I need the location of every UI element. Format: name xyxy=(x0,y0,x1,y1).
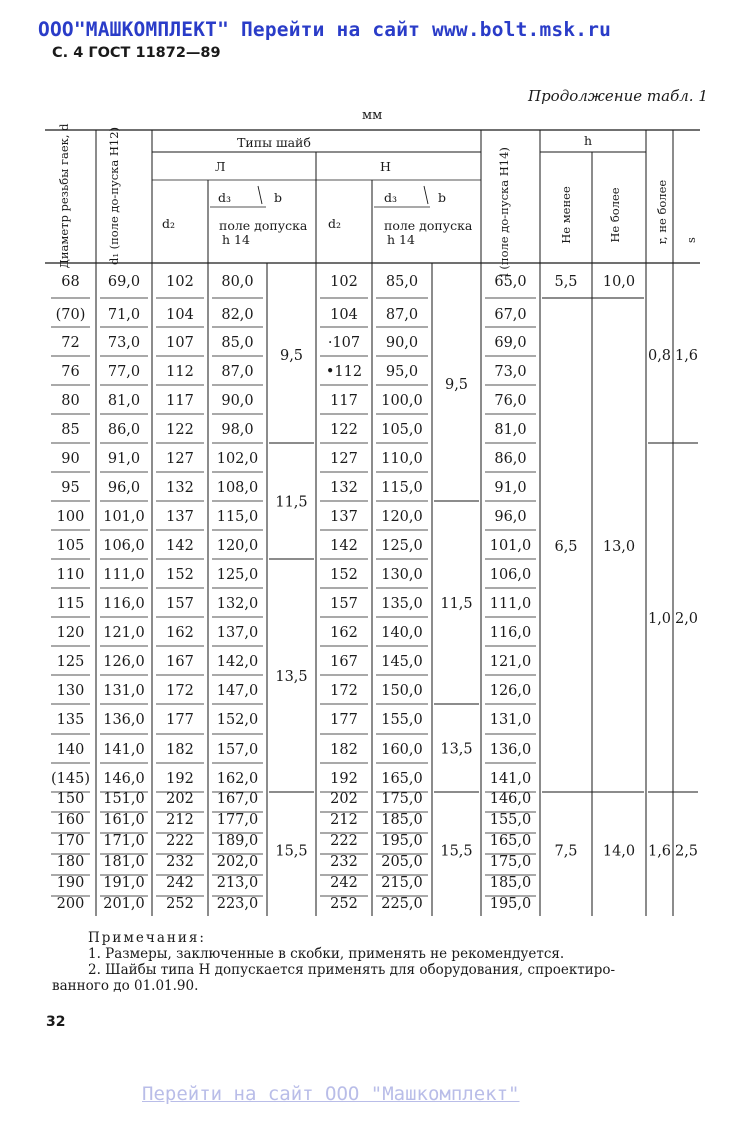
cell-d1: 151,0 xyxy=(103,791,145,807)
cell-d: 76 xyxy=(61,364,80,380)
cell-d1: 161,0 xyxy=(103,812,145,828)
header-thread-diameter: Диаметр резьбы гаек, d xyxy=(57,123,71,269)
cell-d2N: 177 xyxy=(330,712,358,728)
cell-d3N: 100,0 xyxy=(381,393,423,409)
cell-d: 105 xyxy=(56,538,85,554)
table-rule xyxy=(258,186,262,204)
cell-d1: 73,0 xyxy=(107,335,141,351)
cell-d3N: 140,0 xyxy=(381,625,423,641)
header-type-n: Н xyxy=(380,159,391,174)
cell-h-max: 13,0 xyxy=(602,539,636,555)
cell-l: 165,0 xyxy=(489,833,532,849)
cell-d2L: 182 xyxy=(166,742,194,758)
cell-d3N: 135,0 xyxy=(381,596,423,612)
cell-d3L: 102,0 xyxy=(216,451,259,467)
cell-d1: 81,0 xyxy=(107,393,141,409)
cell-d1: 116,0 xyxy=(103,596,145,612)
table-rule xyxy=(424,186,428,204)
header-h-min: Не менее xyxy=(559,186,573,244)
cell-d2N: 252 xyxy=(330,896,358,912)
cell-d3N: 85,0 xyxy=(385,274,419,290)
cell-d2L: 122 xyxy=(166,422,194,438)
header-h: h xyxy=(583,133,593,148)
cell-d2L: 167 xyxy=(166,654,194,670)
cell-d3L: 132,0 xyxy=(216,596,259,612)
cell-d2L: 232 xyxy=(166,854,194,870)
cell-d: 140 xyxy=(56,742,85,758)
cell-d3L: 80,0 xyxy=(221,274,254,290)
cell-d3L: 82,0 xyxy=(221,307,254,323)
header-d3-l: d₃ xyxy=(218,190,232,205)
cell-d: 135 xyxy=(56,712,85,728)
cell-d3N: 95,0 xyxy=(385,364,419,380)
cell-l: 126,0 xyxy=(489,683,532,699)
cell-d2N: 182 xyxy=(330,742,358,758)
cell-d1: 77,0 xyxy=(107,364,141,380)
cell-d2N: 122 xyxy=(330,422,358,438)
cell-d1: 191,0 xyxy=(103,875,145,891)
cell-d2L: 127 xyxy=(166,451,194,467)
cell-d: 160 xyxy=(56,812,85,828)
cell-b-l: 9,5 xyxy=(279,348,304,364)
cell-h-max: 14,0 xyxy=(602,843,636,860)
cell-l: 155,0 xyxy=(489,812,532,828)
cell-d2L: 107 xyxy=(166,335,194,351)
cell-d3L: 125,0 xyxy=(216,567,259,583)
header-d3-n: d₃ xyxy=(384,190,398,205)
cell-d: 180 xyxy=(56,854,85,870)
cell-d1: 171,0 xyxy=(103,833,145,849)
cell-d3L: 108,0 xyxy=(216,480,259,496)
cell-d2N: 212 xyxy=(330,812,358,828)
cell-d2N: 137 xyxy=(330,509,358,525)
cell-d: 120 xyxy=(56,625,85,641)
cell-d: 115 xyxy=(56,596,85,612)
cell-h-max: 10,0 xyxy=(602,274,636,290)
cell-d1: 121,0 xyxy=(103,625,145,641)
cell-d: 125 xyxy=(56,654,85,670)
cell-b-n: 9,5 xyxy=(444,377,469,393)
note-2-line-1: 2. Шайбы типа Н допускается применять для оборудования, спроектиро- xyxy=(88,962,616,978)
cell-d3L: 157,0 xyxy=(216,742,259,758)
cell-l: 73,0 xyxy=(494,364,527,380)
cell-d3L: 202,0 xyxy=(216,854,259,870)
cell-b-n: 11,5 xyxy=(440,596,473,612)
cell-d3N: 105,0 xyxy=(381,422,423,438)
cell-d2N: ·107 xyxy=(327,335,361,351)
cell-d: 110 xyxy=(56,567,85,583)
cell-d: 200 xyxy=(56,896,85,912)
cell-s: 2,5 xyxy=(674,843,699,860)
note-1: 1. Размеры, заключенные в скобки, применять не рекомендуется. xyxy=(88,946,565,962)
cell-d2L: 152 xyxy=(166,567,194,583)
cell-d1: 146,0 xyxy=(103,771,145,787)
cell-d3N: 150,0 xyxy=(381,683,423,699)
cell-d2L: 252 xyxy=(166,896,194,912)
cell-d2N: 104 xyxy=(330,307,358,323)
cell-h-min: 6,5 xyxy=(554,539,578,555)
cell-d1: 111,0 xyxy=(103,567,145,583)
cell-s: 1,6 xyxy=(674,348,699,364)
cell-d1: 141,0 xyxy=(103,742,145,758)
cell-d2N: 117 xyxy=(330,393,358,409)
header-washer-types: Типы шайб xyxy=(237,135,311,150)
header-d1: d₁ (поле до-пуска Н12) xyxy=(107,126,121,266)
cell-l: 146,0 xyxy=(489,791,532,807)
cell-l: 67,0 xyxy=(494,307,527,323)
cell-d3N: 115,0 xyxy=(381,480,423,496)
cell-l: 141,0 xyxy=(489,771,532,787)
cell-d2L: 157 xyxy=(166,596,194,612)
cell-d2L: 202 xyxy=(166,791,194,807)
notes-block xyxy=(52,930,712,994)
notes-title: Примечания: xyxy=(88,930,206,946)
header-tolerance-l-2: h 14 xyxy=(222,232,250,247)
cell-l: 175,0 xyxy=(489,854,532,870)
cell-d1: 96,0 xyxy=(107,480,141,496)
cell-d3L: 162,0 xyxy=(216,771,259,787)
header-r: r, не более xyxy=(655,179,669,245)
cell-d3L: 167,0 xyxy=(216,791,259,807)
cell-d3N: 165,0 xyxy=(381,771,423,787)
cell-d: 150 xyxy=(56,791,85,807)
cell-l: 111,0 xyxy=(489,596,532,612)
header-tolerance-n-2: h 14 xyxy=(387,232,415,247)
cell-d2L: 142 xyxy=(166,538,194,554)
cell-b-n: 15,5 xyxy=(440,843,473,860)
header-tolerance-n-1: поле допуска xyxy=(384,218,473,233)
cell-d3N: 155,0 xyxy=(381,712,423,728)
cell-r: 0,8 xyxy=(647,348,672,364)
cell-d3L: 90,0 xyxy=(221,393,254,409)
cell-d2N: 167 xyxy=(330,654,358,670)
site-link-top[interactable]: ООО"МАШКОМПЛЕКТ" Перейти на сайт www.bolt.msk.ru xyxy=(38,18,612,41)
cell-d: 170 xyxy=(56,833,85,849)
cell-d3N: 120,0 xyxy=(381,509,423,525)
cell-d2L: 222 xyxy=(166,833,194,849)
cell-r: 1,6 xyxy=(647,843,672,860)
cell-d3N: 87,0 xyxy=(385,307,419,323)
cell-d: 100 xyxy=(56,509,85,525)
cell-l: 106,0 xyxy=(489,567,532,583)
header-b-l: b xyxy=(274,190,283,205)
header-d2-n: d₂ xyxy=(328,216,342,231)
cell-s: 2,0 xyxy=(674,611,699,627)
cell-d3L: 98,0 xyxy=(221,422,254,438)
header-h-max: Не более xyxy=(608,187,622,243)
cell-d2L: 192 xyxy=(166,771,194,787)
cell-d2N: 232 xyxy=(330,854,358,870)
cell-d3N: 215,0 xyxy=(381,875,423,891)
cell-d1: 86,0 xyxy=(107,422,141,438)
cell-d1: 131,0 xyxy=(103,683,145,699)
gost-reference: С. 4 ГОСТ 11872—89 xyxy=(52,45,221,61)
cell-d: 80 xyxy=(61,393,80,409)
cell-d1: 71,0 xyxy=(107,307,141,323)
cell-d3N: 225,0 xyxy=(381,896,423,912)
cell-d3N: 145,0 xyxy=(381,654,423,670)
cell-d2L: 177 xyxy=(166,712,194,728)
note-2-line-2: ванного до 01.01.90. xyxy=(52,978,199,994)
cell-d3N: 130,0 xyxy=(381,567,423,583)
cell-d2N: •112 xyxy=(325,364,363,380)
table-continuation-label: Продолжение табл. 1 xyxy=(528,87,708,105)
cell-d: 95 xyxy=(61,480,80,496)
cell-d3N: 125,0 xyxy=(381,538,423,554)
cell-d1: 106,0 xyxy=(103,538,145,554)
cell-d1: 69,0 xyxy=(107,274,141,290)
cell-d1: 201,0 xyxy=(103,896,145,912)
cell-d3L: 87,0 xyxy=(221,364,254,380)
cell-d1: 136,0 xyxy=(103,712,145,728)
cell-d: 68 xyxy=(61,274,80,290)
cell-d1: 101,0 xyxy=(103,509,145,525)
header-b-n: b xyxy=(438,190,447,205)
cell-l: 81,0 xyxy=(494,422,527,438)
cell-d2N: 152 xyxy=(330,567,358,583)
page-number: 32 xyxy=(46,1014,66,1030)
cell-d2N: 142 xyxy=(330,538,358,554)
cell-b-l: 15,5 xyxy=(275,843,308,860)
cell-d3L: 137,0 xyxy=(216,625,259,641)
cell-d2N: 222 xyxy=(330,833,358,849)
cell-l: 101,0 xyxy=(489,538,532,554)
cell-d3N: 90,0 xyxy=(385,335,419,351)
cell-l: 65,0 xyxy=(494,274,527,290)
cell-l: 116,0 xyxy=(489,625,532,641)
cell-l: 136,0 xyxy=(489,742,532,758)
cell-d3N: 110,0 xyxy=(381,451,423,467)
cell-d3L: 223,0 xyxy=(216,896,259,912)
cell-d3N: 160,0 xyxy=(381,742,423,758)
cell-d3L: 147,0 xyxy=(216,683,259,699)
cell-d2N: 192 xyxy=(330,771,358,787)
cell-d: 90 xyxy=(61,451,80,467)
cell-d3N: 205,0 xyxy=(381,854,423,870)
unit-label: мм xyxy=(362,108,383,123)
cell-l: 121,0 xyxy=(489,654,532,670)
cell-d2L: 212 xyxy=(166,812,194,828)
cell-d2L: 242 xyxy=(166,875,194,891)
cell-d2N: 242 xyxy=(330,875,358,891)
header-tolerance-l-1: поле допуска xyxy=(219,218,308,233)
cell-l: 86,0 xyxy=(494,451,527,467)
cell-d: 190 xyxy=(56,875,85,891)
cell-d2L: 162 xyxy=(166,625,194,641)
cell-h-min: 5,5 xyxy=(554,274,578,290)
cell-d2L: 132 xyxy=(166,480,194,496)
cell-d2L: 102 xyxy=(166,274,194,290)
cell-l: 195,0 xyxy=(489,896,532,912)
cell-d3N: 175,0 xyxy=(381,791,423,807)
cell-d2L: 117 xyxy=(166,393,194,409)
cell-l: 91,0 xyxy=(494,480,527,496)
cell-d2N: 157 xyxy=(330,596,358,612)
cell-d2L: 137 xyxy=(166,509,194,525)
cell-d3L: 120,0 xyxy=(216,538,259,554)
cell-d1: 126,0 xyxy=(103,654,145,670)
cell-d: 85 xyxy=(61,422,80,438)
cell-d3L: 152,0 xyxy=(216,712,259,728)
header-l: l (поле до-пуска Н14) xyxy=(497,147,511,277)
cell-l: 185,0 xyxy=(489,875,532,891)
cell-b-l: 13,5 xyxy=(275,669,308,685)
cell-d2N: 127 xyxy=(330,451,358,467)
cell-d: 130 xyxy=(56,683,85,699)
cell-d2N: 132 xyxy=(330,480,358,496)
cell-d3L: 85,0 xyxy=(221,335,254,351)
cell-d3L: 142,0 xyxy=(216,654,259,670)
cell-b-n: 13,5 xyxy=(440,741,473,758)
cell-r: 1,0 xyxy=(647,611,672,627)
cell-d2L: 172 xyxy=(166,683,194,699)
cell-d3L: 213,0 xyxy=(216,875,259,891)
cell-l: 131,0 xyxy=(489,712,532,728)
cell-d3L: 115,0 xyxy=(216,509,259,525)
cell-h-min: 7,5 xyxy=(554,843,578,860)
cell-d2N: 172 xyxy=(330,683,358,699)
cell-b-l: 11,5 xyxy=(275,494,308,511)
cell-d3N: 195,0 xyxy=(381,833,423,849)
header-s: s xyxy=(684,237,698,243)
cell-l: 69,0 xyxy=(494,335,527,351)
cell-d3N: 185,0 xyxy=(381,812,423,828)
cell-l: 76,0 xyxy=(494,393,527,409)
cell-d2N: 162 xyxy=(330,625,358,641)
cell-d2N: 102 xyxy=(330,274,358,290)
cell-d3L: 177,0 xyxy=(216,812,259,828)
cell-d: (145) xyxy=(51,771,90,787)
cell-d: 72 xyxy=(61,335,80,351)
cell-d2N: 202 xyxy=(330,791,358,807)
site-link-bottom[interactable]: Перейти на сайт ООО "Машкомплект" xyxy=(142,1083,520,1105)
header-type-l: Л xyxy=(215,159,226,174)
header-d2-l: d₂ xyxy=(162,216,176,231)
cell-d1: 91,0 xyxy=(107,451,141,467)
cell-d2L: 112 xyxy=(166,364,194,380)
cell-l: 96,0 xyxy=(494,509,527,525)
cell-d3L: 189,0 xyxy=(216,833,259,849)
cell-d: (70) xyxy=(55,307,86,323)
cell-d1: 181,0 xyxy=(103,854,145,870)
cell-d2L: 104 xyxy=(166,307,194,323)
